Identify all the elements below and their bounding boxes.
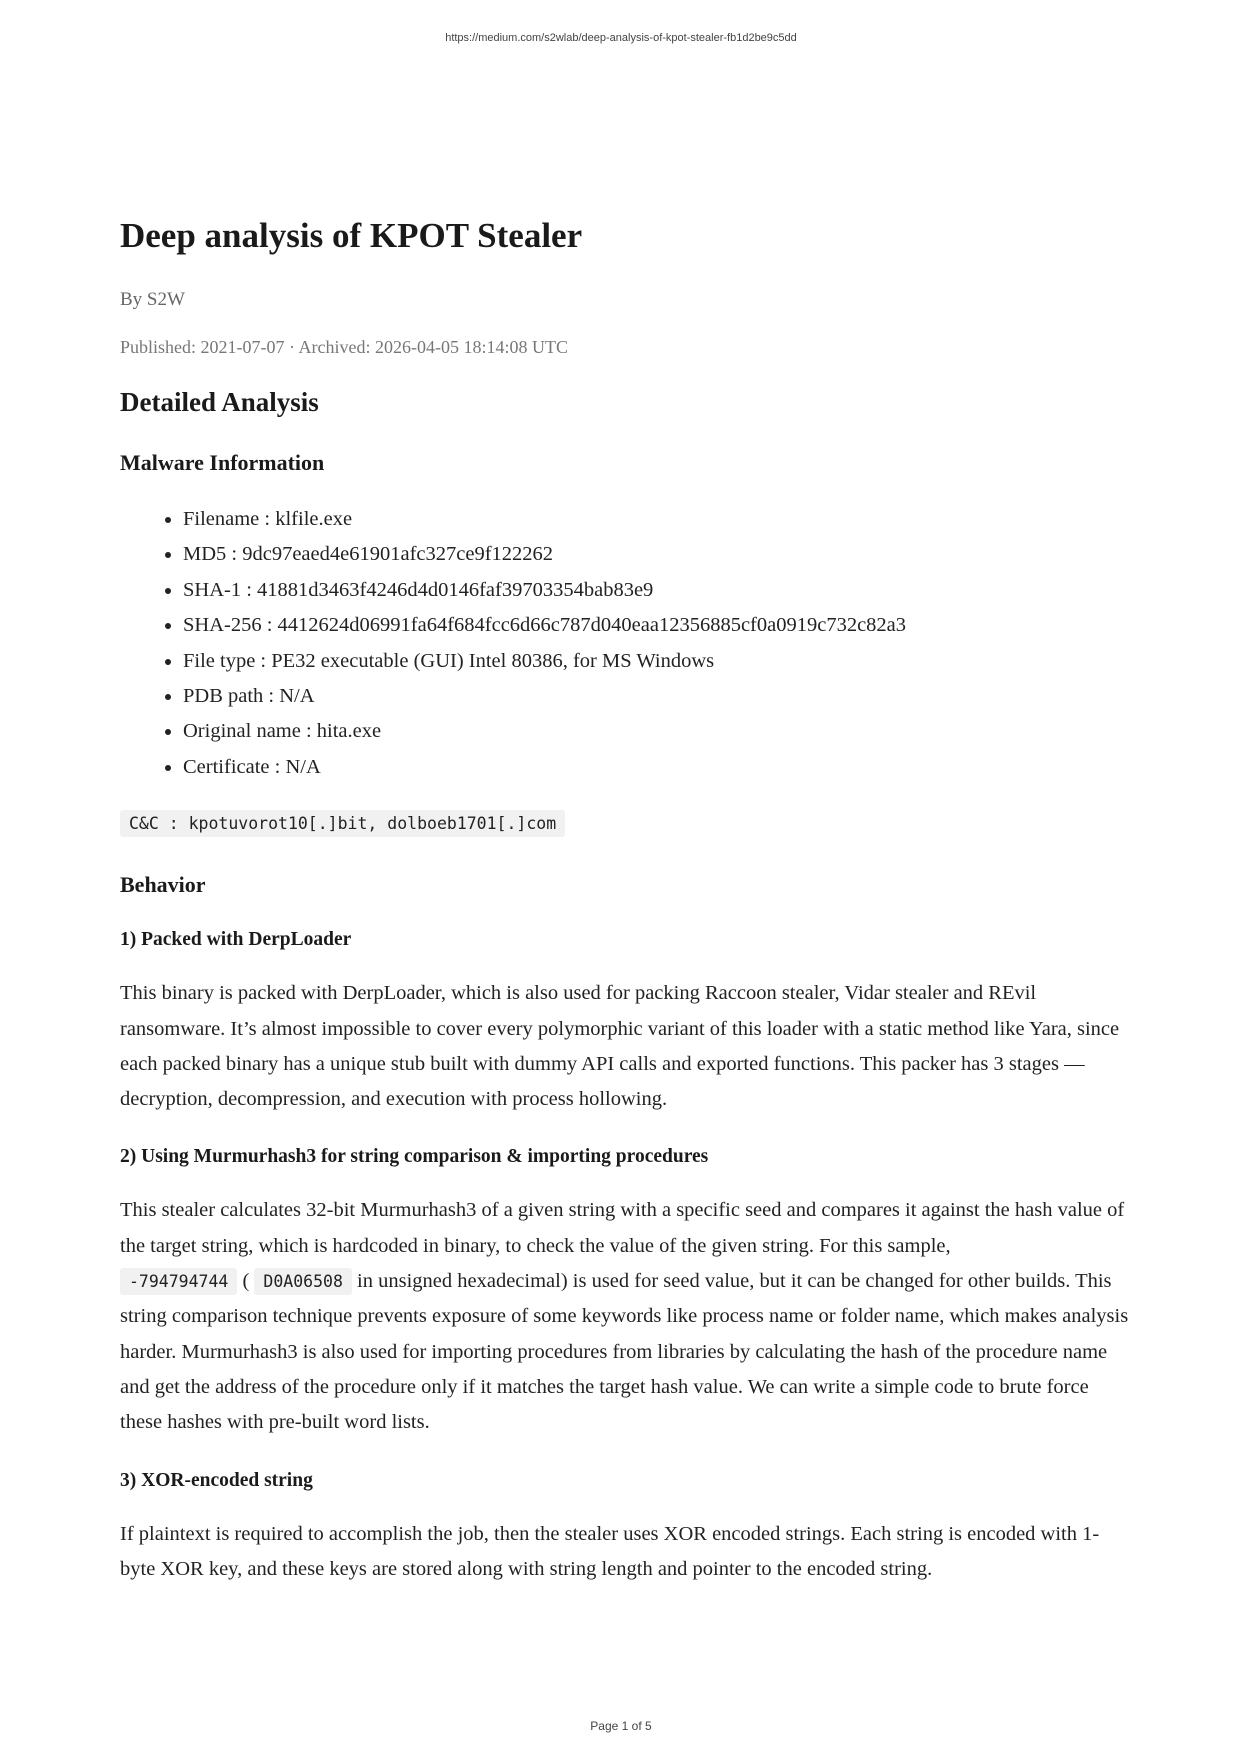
murmur-text-1: This stealer calculates 32-bit Murmurhash3 of a given string with a specific seed and compares it against the hash value of the target string, which is hardcoded in binary, to check the value of the given string. For this sample, — [120, 1199, 1125, 1257]
paragraph-xor: If plaintext is required to accomplish the job, then the stealer uses XOR encoded strings. Each string is encoded with 1-byte XOR key, and these keys are stored along with string length and pointer to the encoded string. — [120, 1522, 1100, 1580]
list-item: • File type : PE32 executable (GUI) Intel 80386, for MS Windows — [183, 644, 1132, 679]
heading-detailed-analysis: Detailed Analysis — [120, 387, 319, 417]
page-url: https://medium.com/s2wlab/deep-analysis-of-kpot-stealer-fb1d2be9c5dd — [445, 32, 797, 44]
murmur-text-2: in unsigned hexadecimal) is used for seed value, but it can be changed for other builds. This string comparison technique prevents exposure of some keywords like process name or folder name, which makes analysis harder. Murmurhash3 is also used for importing procedures from libraries by calculating the hash of the procedure name and get the address of the procedure only if it matches the target hash value. We can write a simple code to brute force these hashes with pre-built word lists. — [120, 1270, 1129, 1434]
list-item: • SHA-256 : 4412624d06991fa64f684fcc6d66c787d040eaa12356885cf0a0919c732c82a3 — [183, 608, 1132, 643]
heading-malware-information: Malware Information — [120, 450, 325, 475]
seed-decimal-code: -794794744 — [120, 1268, 237, 1295]
cc-line — [120, 807, 1132, 842]
article-content — [120, 212, 1132, 1587]
heading-packed-derploader: 1) Packed with DerpLoader — [120, 929, 352, 951]
seed-hex-code: D0A06508 — [254, 1268, 351, 1295]
heading-xor-string: 3) XOR-encoded string — [120, 1469, 313, 1491]
list-item: • MD5 : 9dc97eaed4e61901afc327ce9f122262 — [183, 537, 1132, 572]
paragraph-murmurhash3 — [120, 1193, 1132, 1440]
list-item: • Certificate : N/A — [183, 750, 1132, 785]
article-byline: By S2W — [120, 289, 185, 310]
article-meta: Published: 2021-07-07 · Archived: 2026-04-05 18:14:08 UTC — [120, 337, 568, 357]
list-item: • PDB path : N/A — [183, 679, 1132, 714]
paragraph-packed: This binary is packed with DerpLoader, which is also used for packing Raccoon stealer, Vidar stealer and REvil ransomware. It’s almost impossible to cover every polymorphic variant of this loader with a static method like Yara, since each packed binary has a unique stub built with dummy API calls and exported functions. This packer has 3 stages — decryption, decompression, and execution with process hollowing. — [120, 982, 1120, 1111]
list-item: • Filename : klfile.exe — [183, 502, 1132, 537]
heading-behavior: Behavior — [120, 872, 206, 898]
page-number: Page 1 of 5 — [590, 1719, 652, 1733]
malware-info-list — [120, 502, 1132, 785]
cc-code: C&C : kpotuvorot10[.]bit, dolboeb1701[.]com — [120, 810, 565, 837]
list-item: • Original name : hita.exe — [183, 714, 1132, 749]
murmur-paren: ( — [242, 1270, 250, 1293]
article-title: Deep analysis of KPOT Stealer — [120, 216, 583, 255]
heading-murmurhash3: 2) Using Murmurhash3 for string comparison & importing procedures — [120, 1146, 709, 1168]
list-item: • SHA-1 : 41881d3463f4246d4d0146faf39703354bab83e9 — [183, 573, 1132, 608]
